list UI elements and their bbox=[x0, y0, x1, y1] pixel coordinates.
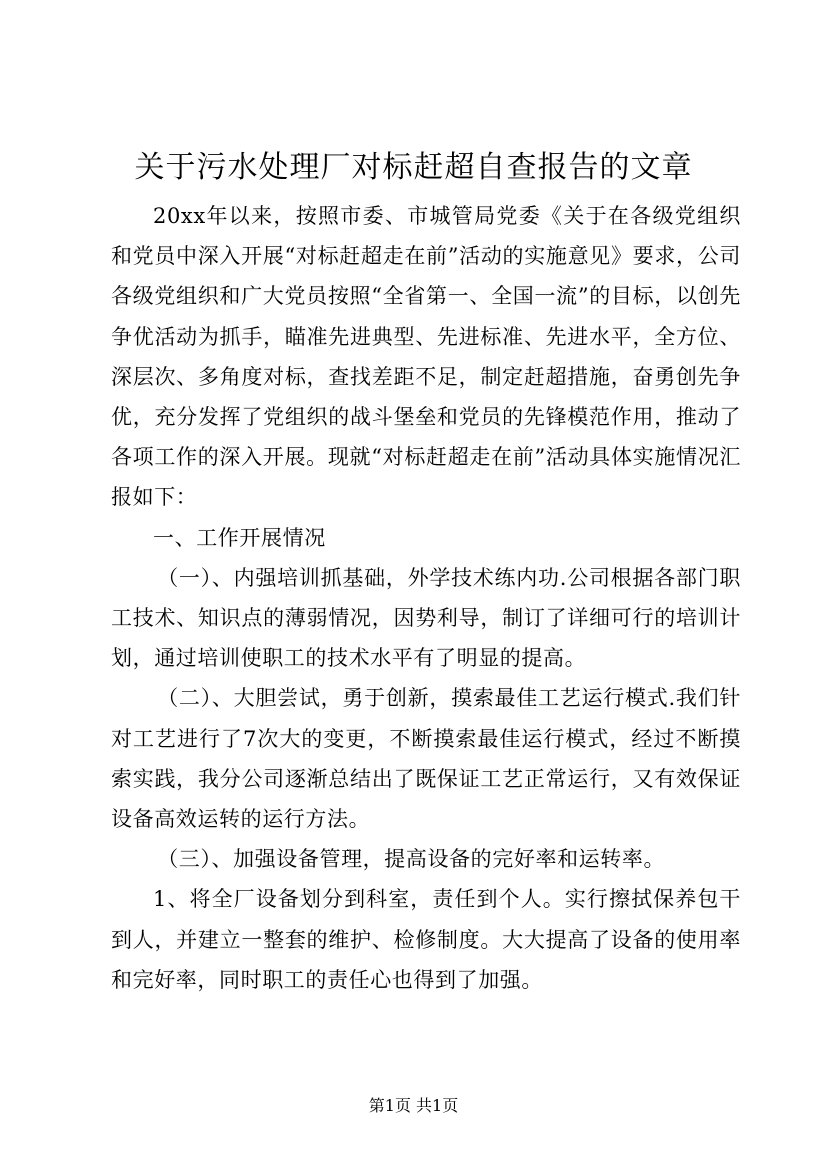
page-footer: 第1页 共1页 bbox=[368, 1096, 459, 1115]
section-heading: 一、工作开展情况 bbox=[153, 525, 326, 550]
equipment-paragraph: 1、将全厂设备划分到科室，责任到个人。实行擦拭保养包干到人，并建立一整套的维护、检修制度。大大提高了设备的使用率和完好率，同时职工的责任心也得到了加强。 bbox=[111, 887, 741, 992]
document-body bbox=[111, 196, 741, 1000]
intro-paragraph: 20xx年以来，按照市委、市城管局党委《关于在各级党组织和党员中深入开展“对标赶超走在前”活动的实施意见》要求，公司各级党组织和广大党员按照“全省第一、全国一流”的目标，以创先争优活动为抓手，瞄准先进典型、先进标准、先进水平，全方位、深层次、多角度对标，查找差距不足，制定赶超措施，奋勇创先争优，充分发挥了党组织的战斗堡垒和党员的先锋模范作用，推动了各项工作的深入开展。现就“对标赶超走在前”活动具体实施情况汇报如下： bbox=[111, 204, 741, 510]
equipment-heading: （三）、加强设备管理，提高设备的完好率和运转率。 bbox=[157, 847, 666, 872]
training-paragraph: （一）、内强培训抓基础，外学技术练内功.公司根据各部门职工技术、知识点的薄弱情况，因势利导，制订了详细可行的培训计划，通过培训使职工的技术水平有了明显的提高。 bbox=[111, 565, 741, 671]
document-title: 关于污水处理厂对标赶超自查报告的文章 bbox=[134, 150, 693, 185]
innovation-paragraph: （二）、大胆尝试，勇于创新，摸索最佳工艺运行模式.我们针对工艺进行了7次大的变更，不断摸索最佳运行模式，经过不断摸索实践，我分公司逐渐总结出了既保证工艺正常运行，又有效保证设备高效运转的运行方法。 bbox=[111, 686, 741, 832]
